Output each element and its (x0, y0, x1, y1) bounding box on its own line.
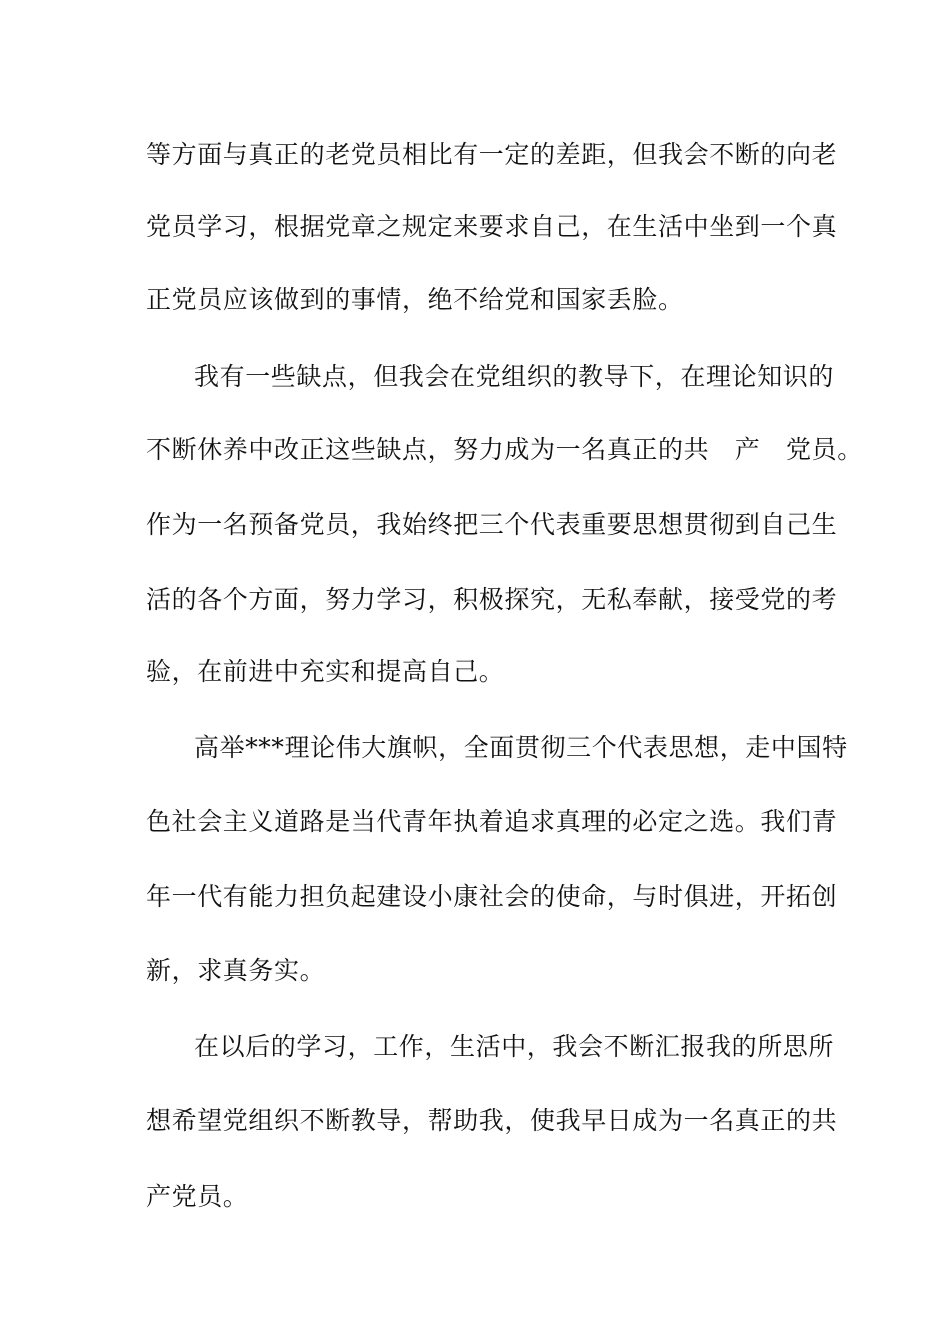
text-line: 色社会主义道路是当代青年执着追求真理的必定之选。我们青 (146, 807, 838, 836)
paragraph-first-line: 高举***理论伟大旗帜，全面贯彻三个代表思想，走中国特 (194, 733, 848, 762)
text-line: 年一代有能力担负起建设小康社会的使命，与时俱进，开拓创 (146, 882, 838, 911)
text-line: 产党员。 (146, 1182, 249, 1211)
text-line: 不断休养中改正这些缺点，努力成为一名真正的共 产 党员。 (146, 435, 863, 464)
paragraph-first-line: 在以后的学习，工作，生活中，我会不断汇报我的所思所 (194, 1032, 835, 1061)
text-line: 等方面与真正的老党员相比有一定的差距，但我会不断的向老 (146, 140, 838, 169)
text-line: 活的各个方面，努力学习，积极探究，无私奉献，接受党的考 (146, 585, 838, 614)
text-line: 党员学习，根据党章之规定来要求自己，在生活中坐到一个真 (146, 212, 838, 241)
text-line: 验，在前进中充实和提高自己。 (146, 657, 505, 686)
text-line: 作为一名预备党员，我始终把三个代表重要思想贯彻到自己生 (146, 510, 838, 539)
text-line: 想希望党组织不断教导，帮助我，使我早日成为一名真正的共 (146, 1106, 838, 1135)
text-line: 新，求真务实。 (146, 956, 326, 985)
paragraph-first-line: 我有一些缺点，但我会在党组织的教导下，在理论知识的 (194, 362, 835, 391)
text-line: 正党员应该做到的事情，绝不给党和国家丢脸。 (146, 285, 684, 314)
